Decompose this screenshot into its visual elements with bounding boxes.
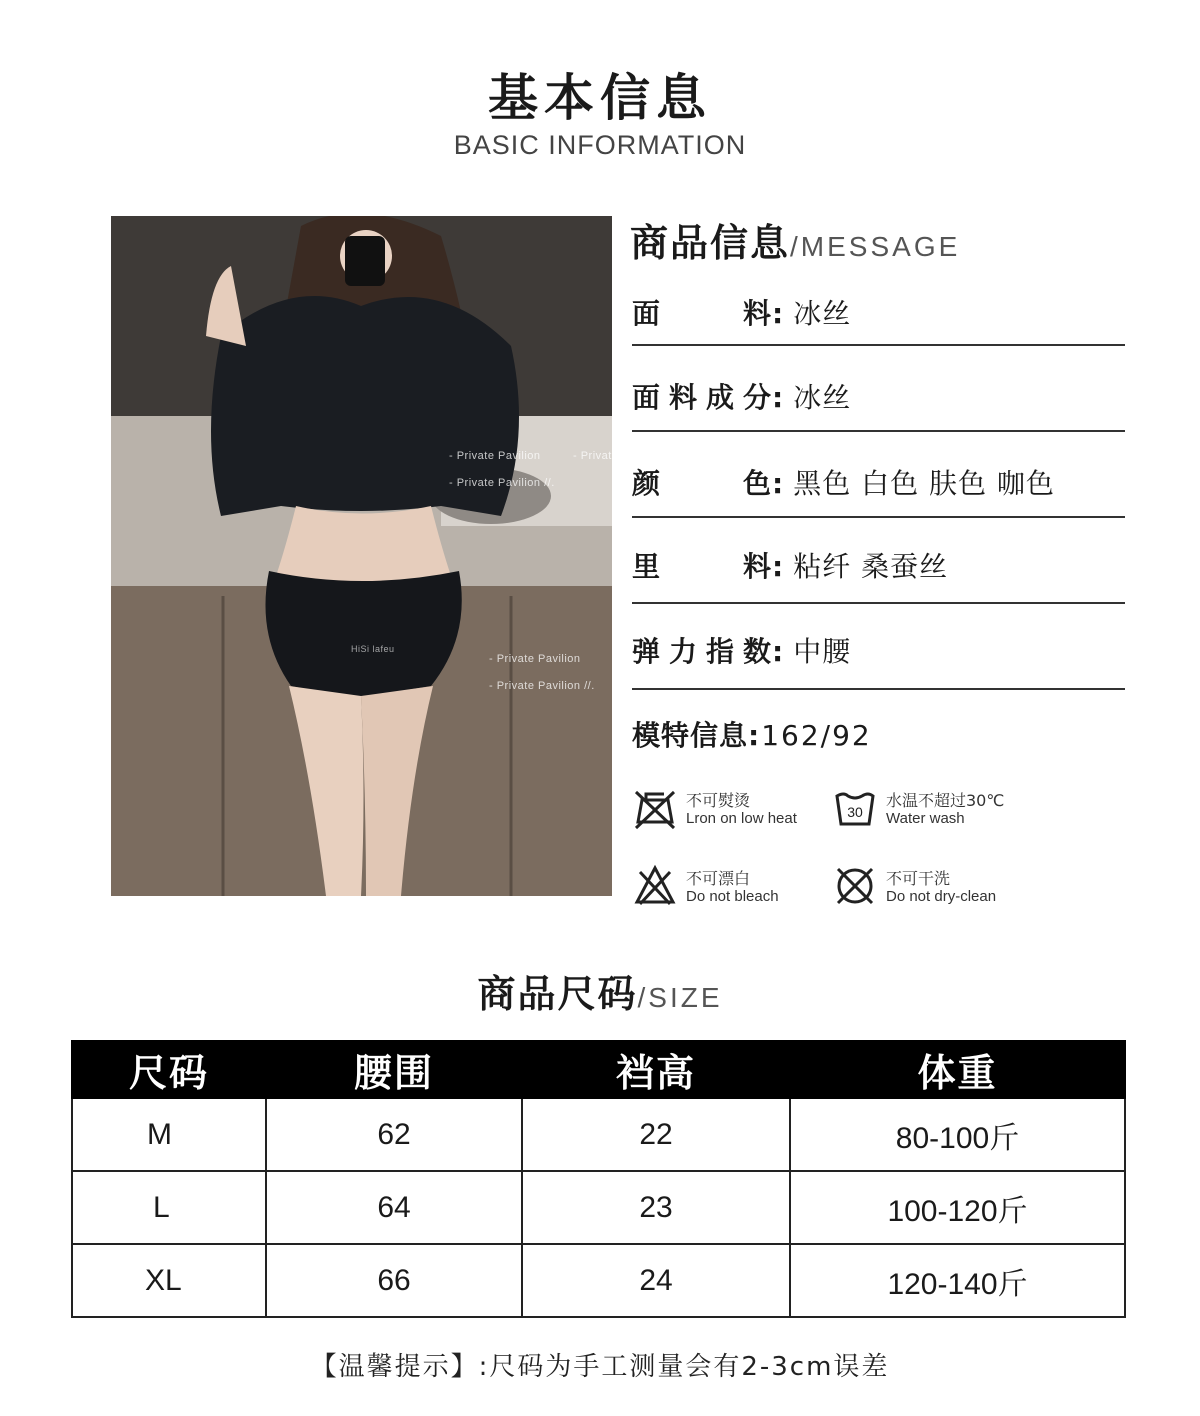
table-cell: XL xyxy=(72,1244,266,1317)
info-colon: : xyxy=(772,467,784,500)
watermark: - Private Pavilion //. xyxy=(449,477,555,489)
table-cell: 23 xyxy=(522,1171,790,1244)
product-info-heading xyxy=(630,212,960,267)
info-row-color xyxy=(632,462,1125,502)
info-label: 面料成分 xyxy=(632,381,772,414)
info-label: 面料 xyxy=(632,297,772,330)
info-value: 冰丝 xyxy=(793,381,852,414)
table-row xyxy=(72,1171,1125,1244)
model-illustration xyxy=(111,216,612,896)
table-row xyxy=(72,1098,1125,1171)
size-note: 【温馨提示】:尺码为手工测量会有2-3cm误差 xyxy=(310,1352,890,1382)
page-title: 基本信息 xyxy=(488,69,712,127)
info-value: 冰丝 xyxy=(793,297,852,330)
info-label: 弹力指数 xyxy=(632,635,772,668)
care-label-cn: 不可干洗 xyxy=(886,869,951,888)
size-heading-cn: 商品尺码 xyxy=(477,972,638,1016)
table-cell: 22 xyxy=(522,1098,790,1171)
watermark: - Private Pavilion xyxy=(449,450,541,462)
table-cell: 120-140斤 xyxy=(790,1244,1125,1317)
info-row-fabric xyxy=(632,292,1125,332)
watermark: - Privat xyxy=(573,450,612,462)
table-cell: 66 xyxy=(266,1244,522,1317)
divider xyxy=(632,344,1125,346)
divider xyxy=(632,516,1125,518)
info-row-elasticity xyxy=(632,630,1125,670)
care-label-en: Do not bleach xyxy=(686,888,779,905)
product-info-heading-en: /MESSAGE xyxy=(790,231,961,262)
care-item-no-dry-clean xyxy=(834,864,1034,914)
column-header: 腰围 xyxy=(266,1041,522,1098)
care-label-cn: 不可漂白 xyxy=(686,869,751,888)
water-wash-30-icon xyxy=(834,786,876,832)
info-label: 模特信息 xyxy=(632,719,749,752)
info-colon: : xyxy=(772,297,784,330)
table-cell: 100-120斤 xyxy=(790,1171,1125,1244)
info-value: 162/92 xyxy=(761,719,872,752)
info-row-composition xyxy=(632,376,1125,416)
product-info-heading-cn: 商品信息 xyxy=(630,221,791,265)
water-temp-text: 30 xyxy=(847,804,863,820)
care-label-cn: 水温不超过30℃ xyxy=(886,791,1005,810)
table-cell: 64 xyxy=(266,1171,522,1244)
column-header: 尺码 xyxy=(72,1041,266,1098)
divider xyxy=(632,430,1125,432)
care-label-cn: 不可熨烫 xyxy=(686,791,751,810)
column-header: 体重 xyxy=(790,1041,1125,1098)
size-heading xyxy=(0,963,1200,1018)
info-label: 颜色 xyxy=(632,467,772,500)
info-row-model xyxy=(632,714,1125,754)
column-header: 裆高 xyxy=(522,1041,790,1098)
care-item-water-wash xyxy=(834,786,1034,836)
watermark: - Private Pavilion //. xyxy=(489,680,595,692)
info-colon: : xyxy=(772,381,784,414)
info-value: 中腰 xyxy=(793,635,852,668)
size-table-header xyxy=(72,1041,1125,1098)
table-cell: 24 xyxy=(522,1244,790,1317)
care-item-no-iron xyxy=(634,786,814,836)
size-table xyxy=(71,1040,1126,1318)
table-cell: L xyxy=(72,1171,266,1244)
waistband-text: HiSi lafeu xyxy=(351,644,395,654)
info-row-lining xyxy=(632,545,1125,585)
size-heading-en: /SIZE xyxy=(637,982,723,1013)
info-label: 里料 xyxy=(632,550,772,583)
info-value: 粘纤 桑蚕丝 xyxy=(793,550,949,583)
no-bleach-icon xyxy=(634,864,676,910)
table-cell: M xyxy=(72,1098,266,1171)
no-dry-clean-icon xyxy=(834,864,876,910)
care-label-en: Water wash xyxy=(886,810,965,827)
no-iron-icon xyxy=(634,786,676,832)
info-colon: : xyxy=(748,719,760,752)
info-value: 黑色 白色 肤色 咖色 xyxy=(793,467,1055,500)
care-item-no-bleach xyxy=(634,864,814,914)
divider xyxy=(632,602,1125,604)
divider xyxy=(632,688,1125,690)
table-cell: 62 xyxy=(266,1098,522,1171)
table-cell: 80-100斤 xyxy=(790,1098,1125,1171)
watermark: - Private Pavilion xyxy=(489,653,581,665)
table-row xyxy=(72,1244,1125,1317)
info-colon: : xyxy=(772,550,784,583)
care-label-en: Lron on low heat xyxy=(686,810,797,827)
product-photo xyxy=(111,216,612,896)
info-colon: : xyxy=(772,635,784,668)
page-subtitle: BASIC INFORMATION xyxy=(453,130,747,160)
care-label-en: Do not dry-clean xyxy=(886,888,997,905)
